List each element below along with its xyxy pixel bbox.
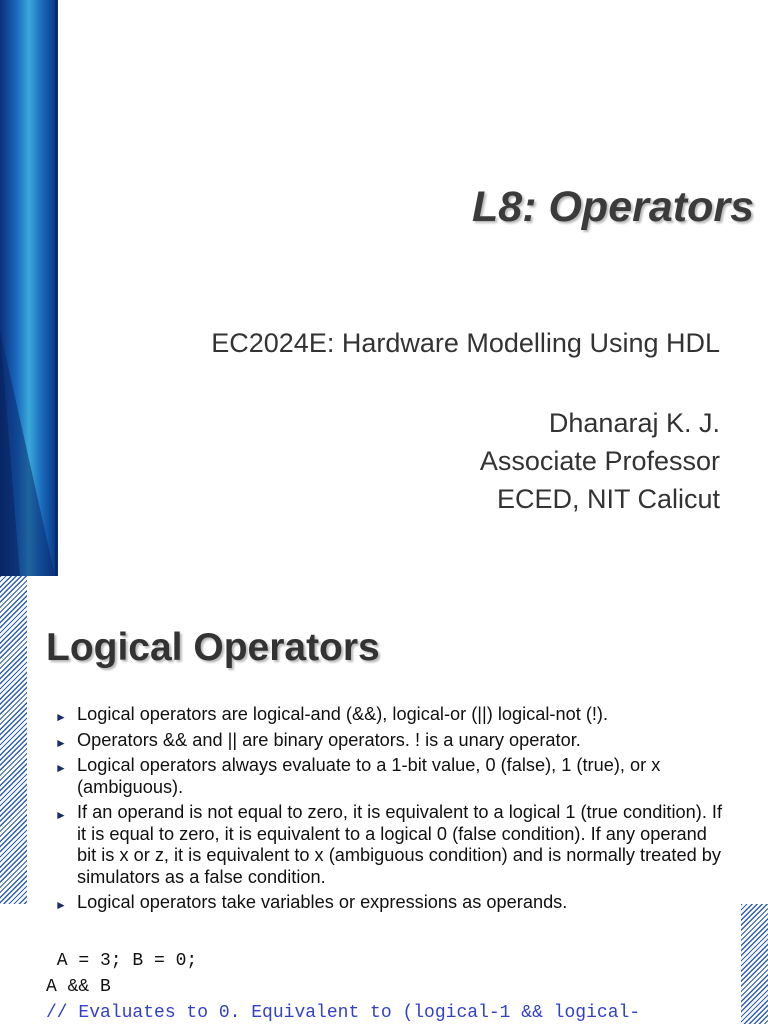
- triangle-right-icon: ►: [55, 735, 67, 750]
- list-item: [54, 730, 724, 752]
- code-comment: // Evaluates to 0. Equivalent to (logical-1 && logical-: [46, 1003, 641, 1023]
- triangle-right-icon: ►: [55, 761, 67, 775]
- code-line: A && B: [46, 977, 111, 997]
- author-name: Dhanaraj K. J.: [548, 408, 720, 438]
- triangle-right-icon: ►: [55, 710, 67, 724]
- logical-operators-slide: [0, 576, 768, 1024]
- course-title: EC2024E: Hardware Modelling Using HDL: [211, 328, 720, 358]
- triangle-right-icon: ►: [55, 898, 67, 912]
- list-item: [54, 892, 724, 914]
- code-example: [46, 948, 640, 1024]
- hatch-pattern-right: [741, 904, 768, 1024]
- author-affiliation: ECED, NIT Calicut: [496, 484, 720, 514]
- author-position: Associate Professor: [479, 446, 720, 476]
- side-bar-shading: [0, 0, 58, 576]
- bullet-text: Logical operators always evaluate to a 1-bit value, 0 (false), 1 (true), or x (ambiguous).: [77, 755, 661, 797]
- slide-title: L8: Operators: [472, 183, 754, 231]
- list-item: [54, 802, 724, 888]
- bullet-text: Logical operators take variables or expressions as operands.: [77, 892, 568, 912]
- bullet-text: Operators && and || are binary operators. ! is a unary operator.: [77, 729, 581, 750]
- bullet-text: Logical operators are logical-and (&&), logical-or (||) logical-not (!).: [77, 704, 609, 724]
- bullet-list: [54, 704, 724, 918]
- triangle-right-icon: ►: [55, 808, 67, 822]
- list-item: [54, 755, 724, 798]
- author-block: [480, 404, 720, 518]
- bullet-text: If an operand is not equal to zero, it is equivalent to a logical 1 (true condition). If it is equal to zero, it is equivalent to a logical 0 (false condition). If any operand bit is x or z, it is equivalent to x (ambiguous condition) and is normally treated by simulators as a false condition.: [77, 802, 723, 887]
- list-item: [54, 704, 724, 726]
- hatch-pattern-left: [0, 576, 27, 904]
- section-title: Logical Operators: [46, 626, 380, 669]
- code-line: A = 3; B = 0;: [46, 951, 198, 971]
